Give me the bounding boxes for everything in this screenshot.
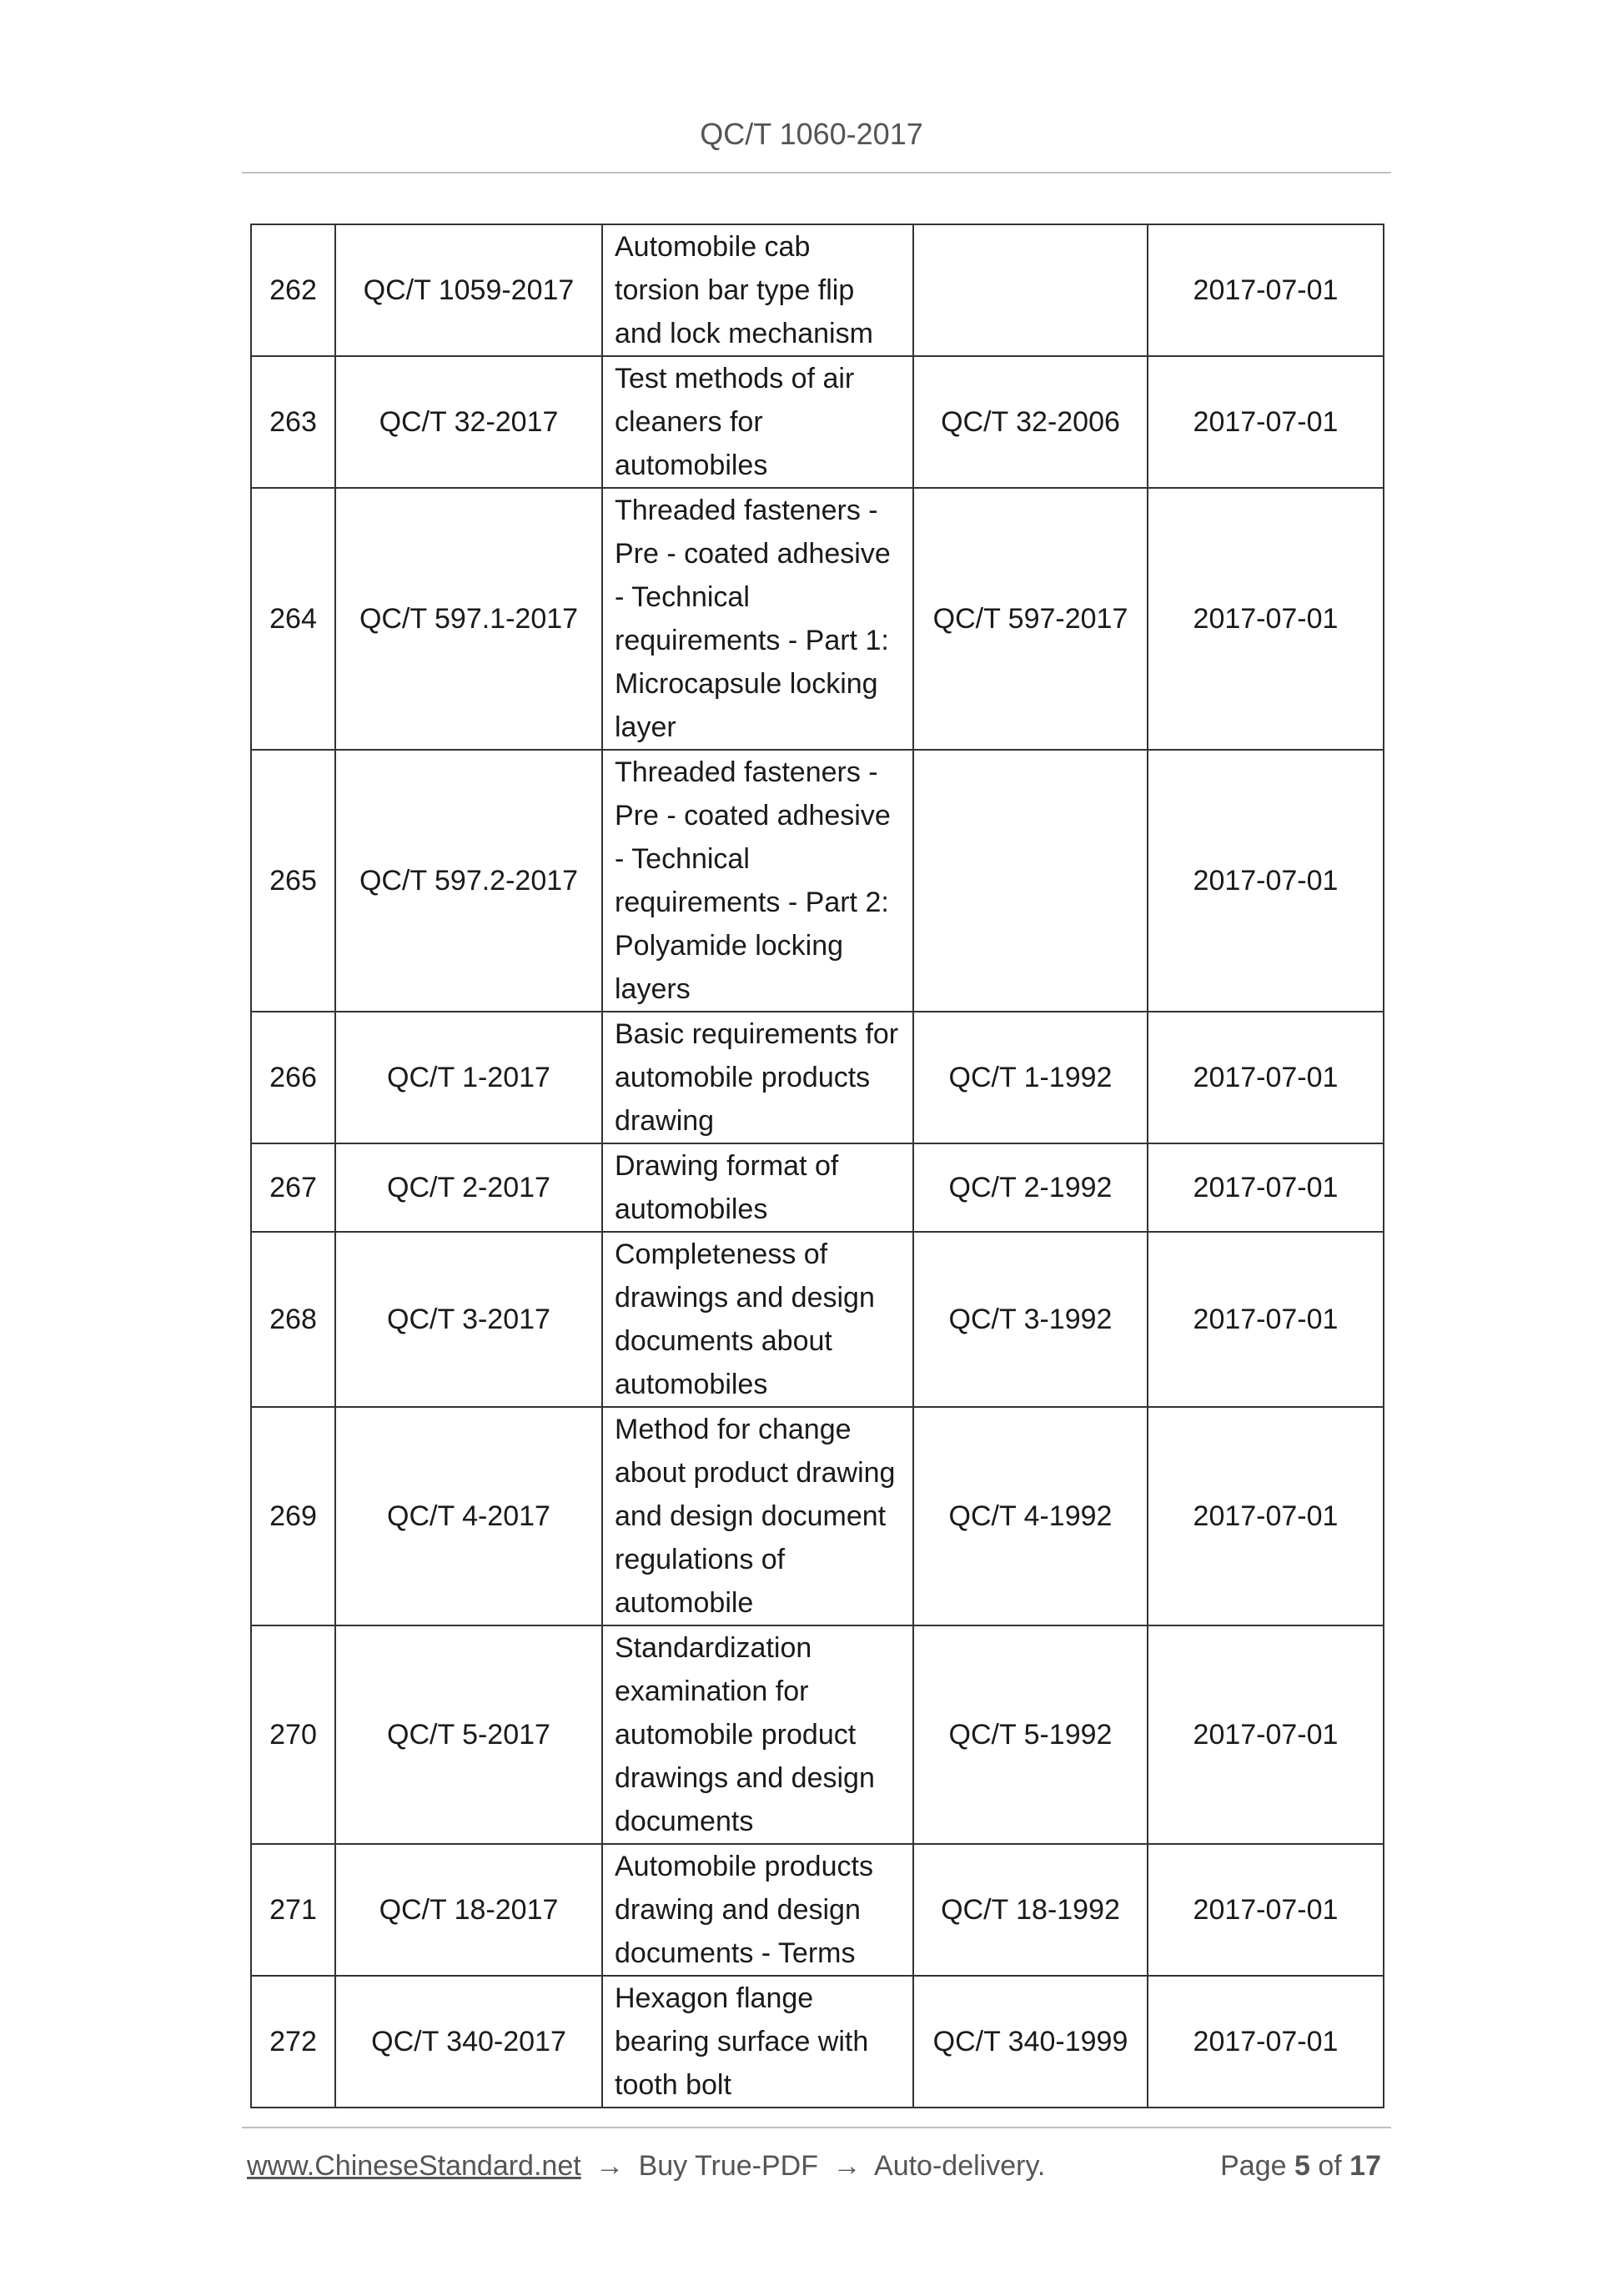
implementation-date: 2017-07-01 xyxy=(1148,356,1384,488)
standard-title: Hexagon flange bearing surface with tooth bolt xyxy=(602,1976,913,2108)
row-number: 267 xyxy=(251,1143,335,1232)
table-row xyxy=(251,356,1384,488)
row-number: 264 xyxy=(251,488,335,750)
implementation-date: 2017-07-01 xyxy=(1148,1844,1384,1976)
table-row xyxy=(251,1976,1384,2108)
standard-code: QC/T 4-2017 xyxy=(335,1407,602,1625)
replaced-standard xyxy=(913,224,1148,356)
page-number: 5 xyxy=(1294,2150,1310,2182)
standard-title: Automobile products drawing and design documents - Terms xyxy=(602,1844,913,1976)
table-row xyxy=(251,1844,1384,1976)
delivery-text: Auto-delivery. xyxy=(874,2150,1046,2182)
table-row xyxy=(251,224,1384,356)
implementation-date: 2017-07-01 xyxy=(1148,224,1384,356)
row-number: 268 xyxy=(251,1232,335,1407)
page-indicator xyxy=(1220,2150,1381,2183)
row-number: 262 xyxy=(251,224,335,356)
standard-code: QC/T 5-2017 xyxy=(335,1625,602,1844)
table-row xyxy=(251,1407,1384,1625)
table-row xyxy=(251,488,1384,750)
replaced-standard: QC/T 597-2017 xyxy=(913,488,1148,750)
standard-code: QC/T 1-2017 xyxy=(335,1012,602,1143)
standard-title: Threaded fasteners - Pre - coated adhesive - Technical requirements - Part 2: Polyamide locking layers xyxy=(602,750,913,1012)
buy-text: Buy True-PDF xyxy=(638,2150,818,2182)
arrow-right-icon: → xyxy=(595,2150,625,2182)
replaced-standard: QC/T 3-1992 xyxy=(913,1232,1148,1407)
replaced-standard: QC/T 4-1992 xyxy=(913,1407,1148,1625)
row-number: 272 xyxy=(251,1976,335,2108)
implementation-date: 2017-07-01 xyxy=(1148,488,1384,750)
standard-title: Completeness of drawings and design documents about automobiles xyxy=(602,1232,913,1407)
row-number: 263 xyxy=(251,356,335,488)
replaced-standard: QC/T 340-1999 xyxy=(913,1976,1148,2108)
row-number: 266 xyxy=(251,1012,335,1143)
standard-code: QC/T 3-2017 xyxy=(335,1232,602,1407)
row-number: 271 xyxy=(251,1844,335,1976)
standard-code: QC/T 340-2017 xyxy=(335,1976,602,2108)
table-row xyxy=(251,1232,1384,1407)
header-divider xyxy=(242,172,1391,173)
standard-title: Test methods of air cleaners for automobiles xyxy=(602,356,913,488)
implementation-date: 2017-07-01 xyxy=(1148,1012,1384,1143)
replaced-standard xyxy=(913,750,1148,1012)
implementation-date: 2017-07-01 xyxy=(1148,1407,1384,1625)
implementation-date: 2017-07-01 xyxy=(1148,750,1384,1012)
replaced-standard: QC/T 32-2006 xyxy=(913,356,1148,488)
site-link[interactable]: www.ChineseStandard.net xyxy=(247,2150,581,2182)
table-row xyxy=(251,1143,1384,1232)
standards-table xyxy=(250,224,1384,2108)
footer-divider xyxy=(242,2127,1391,2128)
table-row xyxy=(251,1625,1384,1844)
standard-title: Standardization examination for automobile product drawings and design documents xyxy=(602,1625,913,1844)
row-number: 265 xyxy=(251,750,335,1012)
replaced-standard: QC/T 1-1992 xyxy=(913,1012,1148,1143)
table-row xyxy=(251,750,1384,1012)
arrow-right-icon: → xyxy=(832,2150,862,2182)
standard-code: QC/T 32-2017 xyxy=(335,356,602,488)
standard-code: QC/T 18-2017 xyxy=(335,1844,602,1976)
of-word: of xyxy=(1318,2150,1342,2182)
implementation-date: 2017-07-01 xyxy=(1148,1976,1384,2108)
standard-code: QC/T 597.1-2017 xyxy=(335,488,602,750)
implementation-date: 2017-07-01 xyxy=(1148,1143,1384,1232)
standard-title: Threaded fasteners - Pre - coated adhesive - Technical requirements - Part 1: Microcapsule locking layer xyxy=(602,488,913,750)
standard-title: Method for change about product drawing and design document regulations of automobile xyxy=(602,1407,913,1625)
standard-code: QC/T 597.2-2017 xyxy=(335,750,602,1012)
standard-code: QC/T 2-2017 xyxy=(335,1143,602,1232)
implementation-date: 2017-07-01 xyxy=(1148,1625,1384,1844)
standard-title: Basic requirements for automobile products drawing xyxy=(602,1012,913,1143)
page-footer xyxy=(247,2150,1381,2192)
replaced-standard: QC/T 2-1992 xyxy=(913,1143,1148,1232)
standard-code: QC/T 1059-2017 xyxy=(335,224,602,356)
page-word: Page xyxy=(1220,2150,1287,2182)
implementation-date: 2017-07-01 xyxy=(1148,1232,1384,1407)
page-total: 17 xyxy=(1349,2150,1381,2182)
replaced-standard: QC/T 18-1992 xyxy=(913,1844,1148,1976)
table-row xyxy=(251,1012,1384,1143)
page-header-title: QC/T 1060-2017 xyxy=(700,117,923,151)
standard-title: Automobile cab torsion bar type flip and lock mechanism xyxy=(602,224,913,356)
row-number: 270 xyxy=(251,1625,335,1844)
replaced-standard: QC/T 5-1992 xyxy=(913,1625,1148,1844)
row-number: 269 xyxy=(251,1407,335,1625)
standard-title: Drawing format of automobiles xyxy=(602,1143,913,1232)
